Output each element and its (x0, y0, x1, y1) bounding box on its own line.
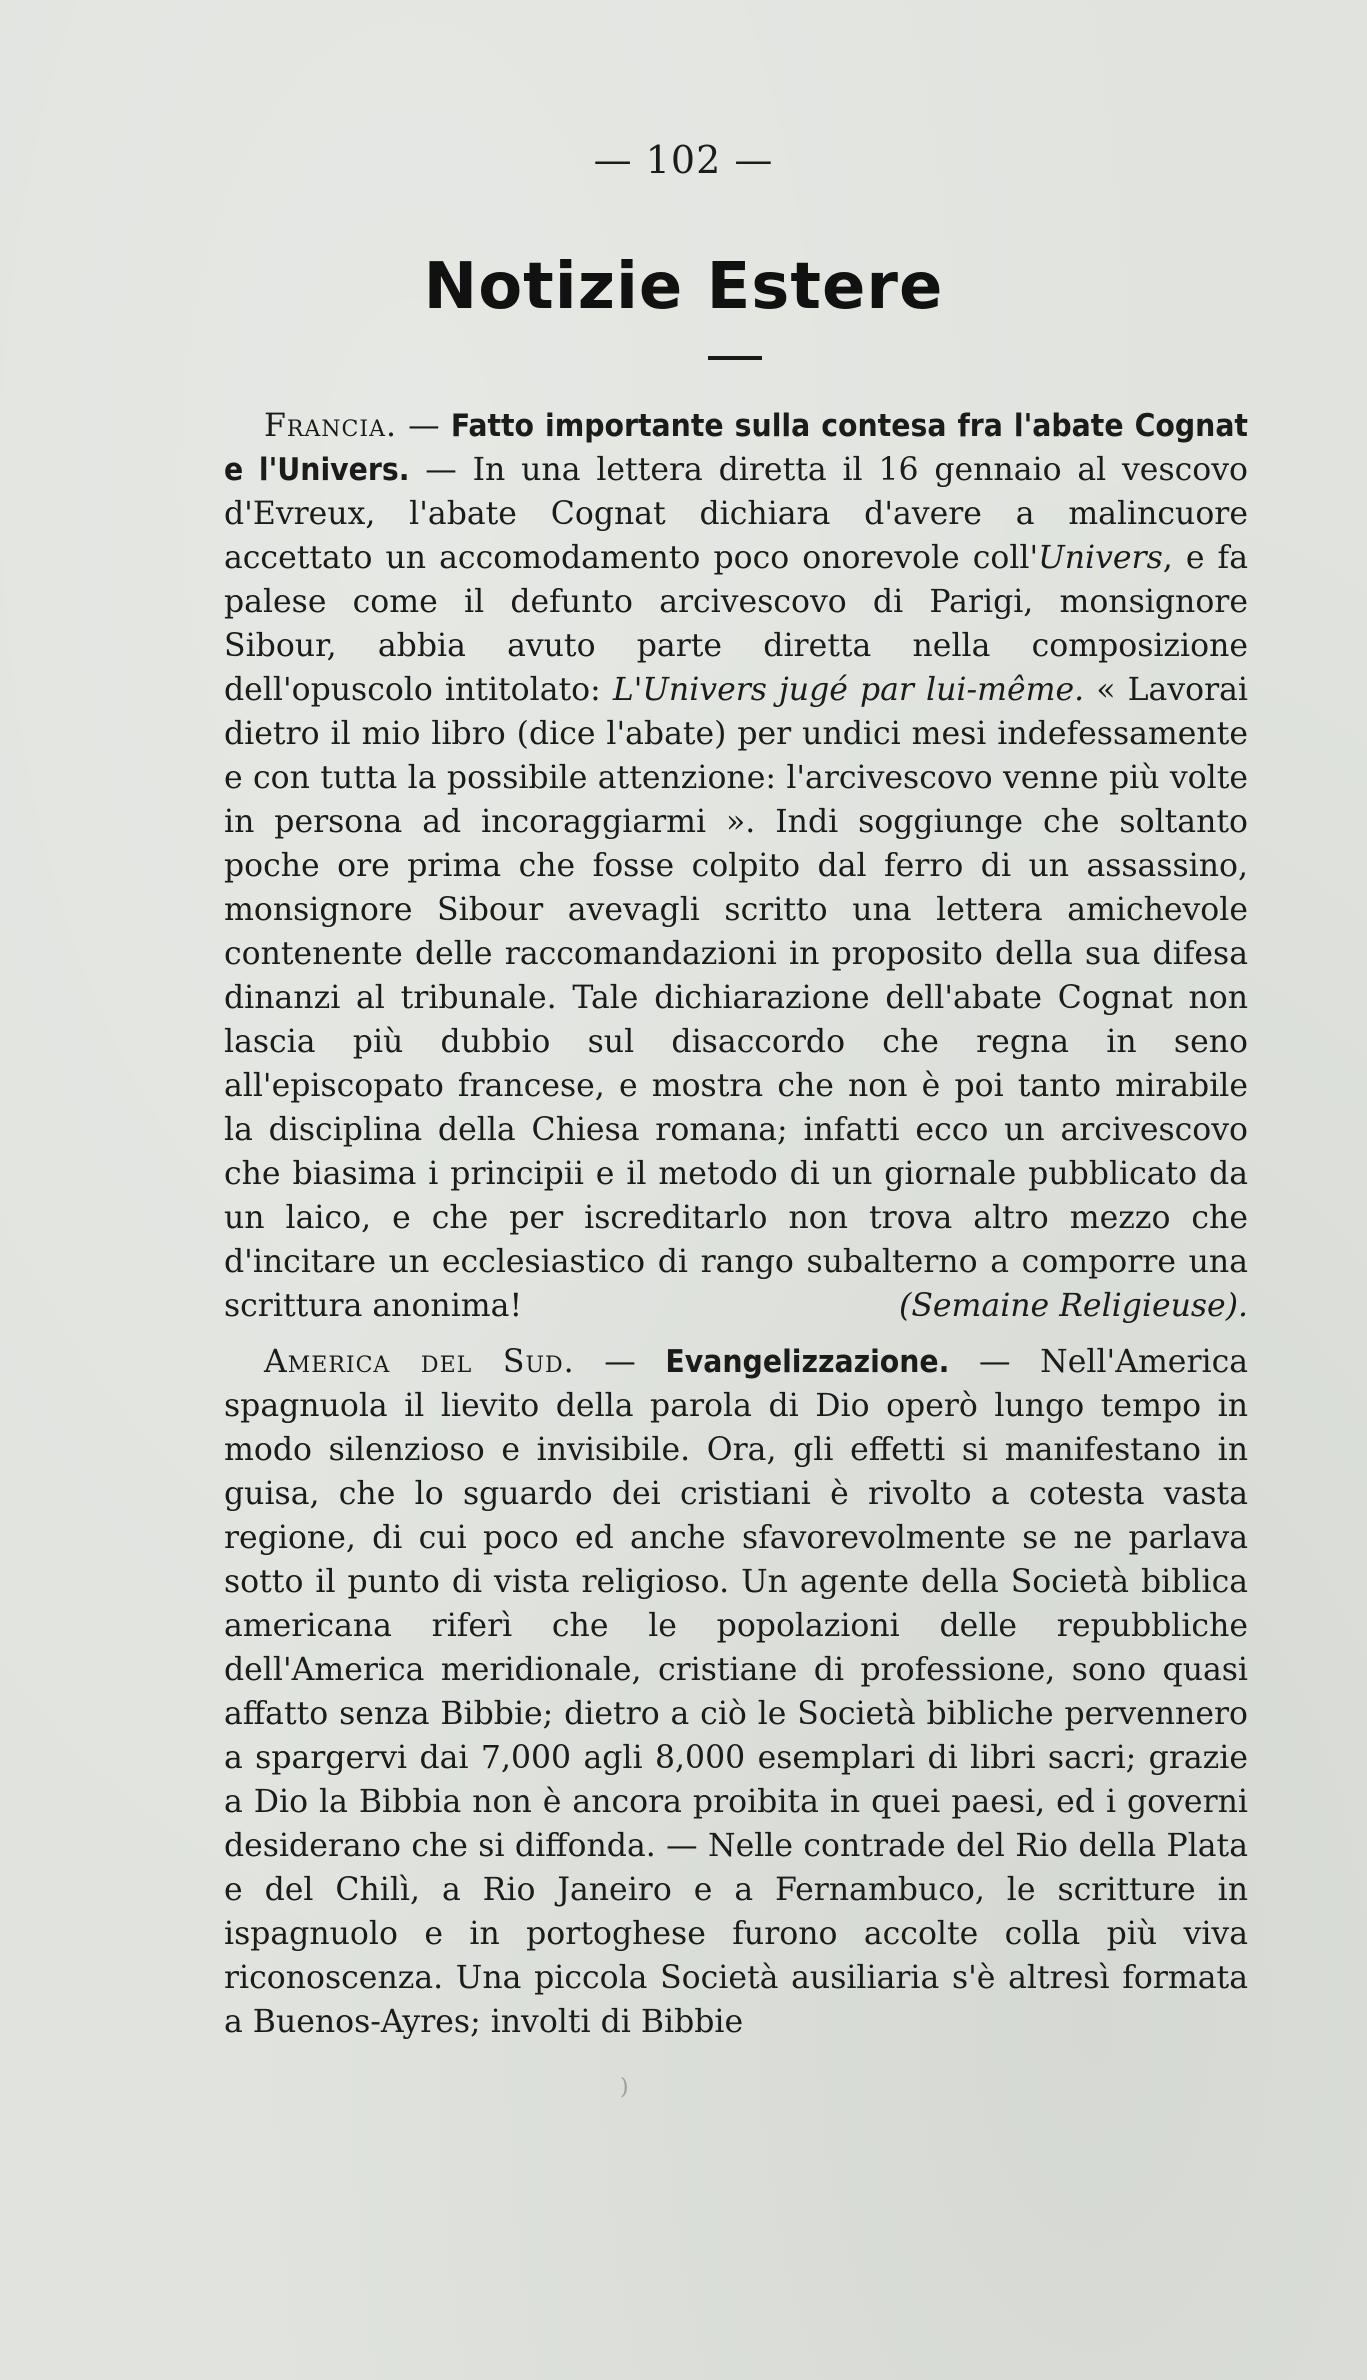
article-text: « Lavorai dietro il mio libro (dice l'abate) per undici mesi indefessamente e con tutta la possibile attenzione: l'arcivescovo venne più volte in persona ad incoraggiarmi ». Indi soggiunge che soltanto poche ore prima che fosse colpito dal ferro di un assassino, monsignore Sibour avevagli scritto una lettera amichevole contenente delle raccomandazioni in proposito della sua difesa dinanzi al tribunale. Tale dichiarazione dell'abate Cognat non lascia più dubbio sul disaccordo che regna in seno all'episcopato francese, e mostra che non è poi tanto mirabile la disciplina della Chiesa romana; infatti ecco un arcivescovo che biasima i principii e il metodo di un giornale pubblicato da un laico, e che per iscreditarlo non trova altro mezzo che d'incitare un ecclesiastico di rango subalterno a comporre una scrittura anonima! (224, 672, 1248, 1324)
article-source: (Semaine Religieuse). (899, 1288, 1248, 1324)
article-headline: Evangelizzazione. (665, 1344, 950, 1380)
article-text: — Nell'America spagnuola il lievito della parola di Dio operò lungo tempo in modo silenzioso e invisibile. Ora, gli effetti si manifestano in guisa, che lo sguardo dei cristiani è rivolto a cotesta vasta regione, di cui poco ed anche sfavorevolmente se ne parlava sotto il punto di vista religioso. Un agente della Società biblica americana riferì che le popolazioni delle repubbliche dell'America meridionale, cristiane di professione, sono quasi affatto senza Bibbie; dietro a ciò le Società bibliche pervennero a spargervi dai 7,000 agli 8,000 esemplari di libri sacri; grazie a Dio la Bibbia non è ancora proibita in quei paesi, ed i governi desiderano che si diffonda. — Nelle contrade del Rio della Plata e del Chilì, a Rio Janeiro e a Fernambuco, le scritture in ispagnuolo e in portoghese furono accolte colla più viva riconoscenza. Una piccola Società ausiliaria s'è altresì formata a Buenos-Ayres; involti di Bibbie (224, 1344, 1249, 2040)
title-divider (708, 356, 762, 360)
article-italic-title: L'Univers jugé par lui-même. (612, 672, 1085, 708)
section-title: Notizie Estere (423, 250, 944, 324)
article-separator: — (574, 1344, 666, 1380)
article-italic-title: Univers (1038, 540, 1163, 576)
paper-speck: ) (620, 2075, 629, 2100)
article-country: Francia. (264, 408, 397, 444)
article-country: America del Sud. (264, 1344, 575, 1380)
article-headline: Fatto importante sulla contesa fra l'abate Cognat e l'Univers. (224, 408, 1248, 488)
page-number: — 102 — (593, 138, 774, 182)
article-francia (224, 404, 1248, 1328)
article-america-del-sud (224, 1340, 1248, 2044)
article-text: , e fa palese come il defunto arcivescovo di Parigi, monsignore Sibour, abbia avuto parte diretta nella composizione dell'opuscolo intitolato: (224, 540, 1248, 708)
article-text: — In una lettera diretta il 16 gennaio al vescovo d'Evreux, l'abate Cognat dichiara d'avere a malincuore accettato un accomodamento poco onorevole coll' (224, 452, 1248, 576)
article-separator: — (396, 408, 451, 444)
